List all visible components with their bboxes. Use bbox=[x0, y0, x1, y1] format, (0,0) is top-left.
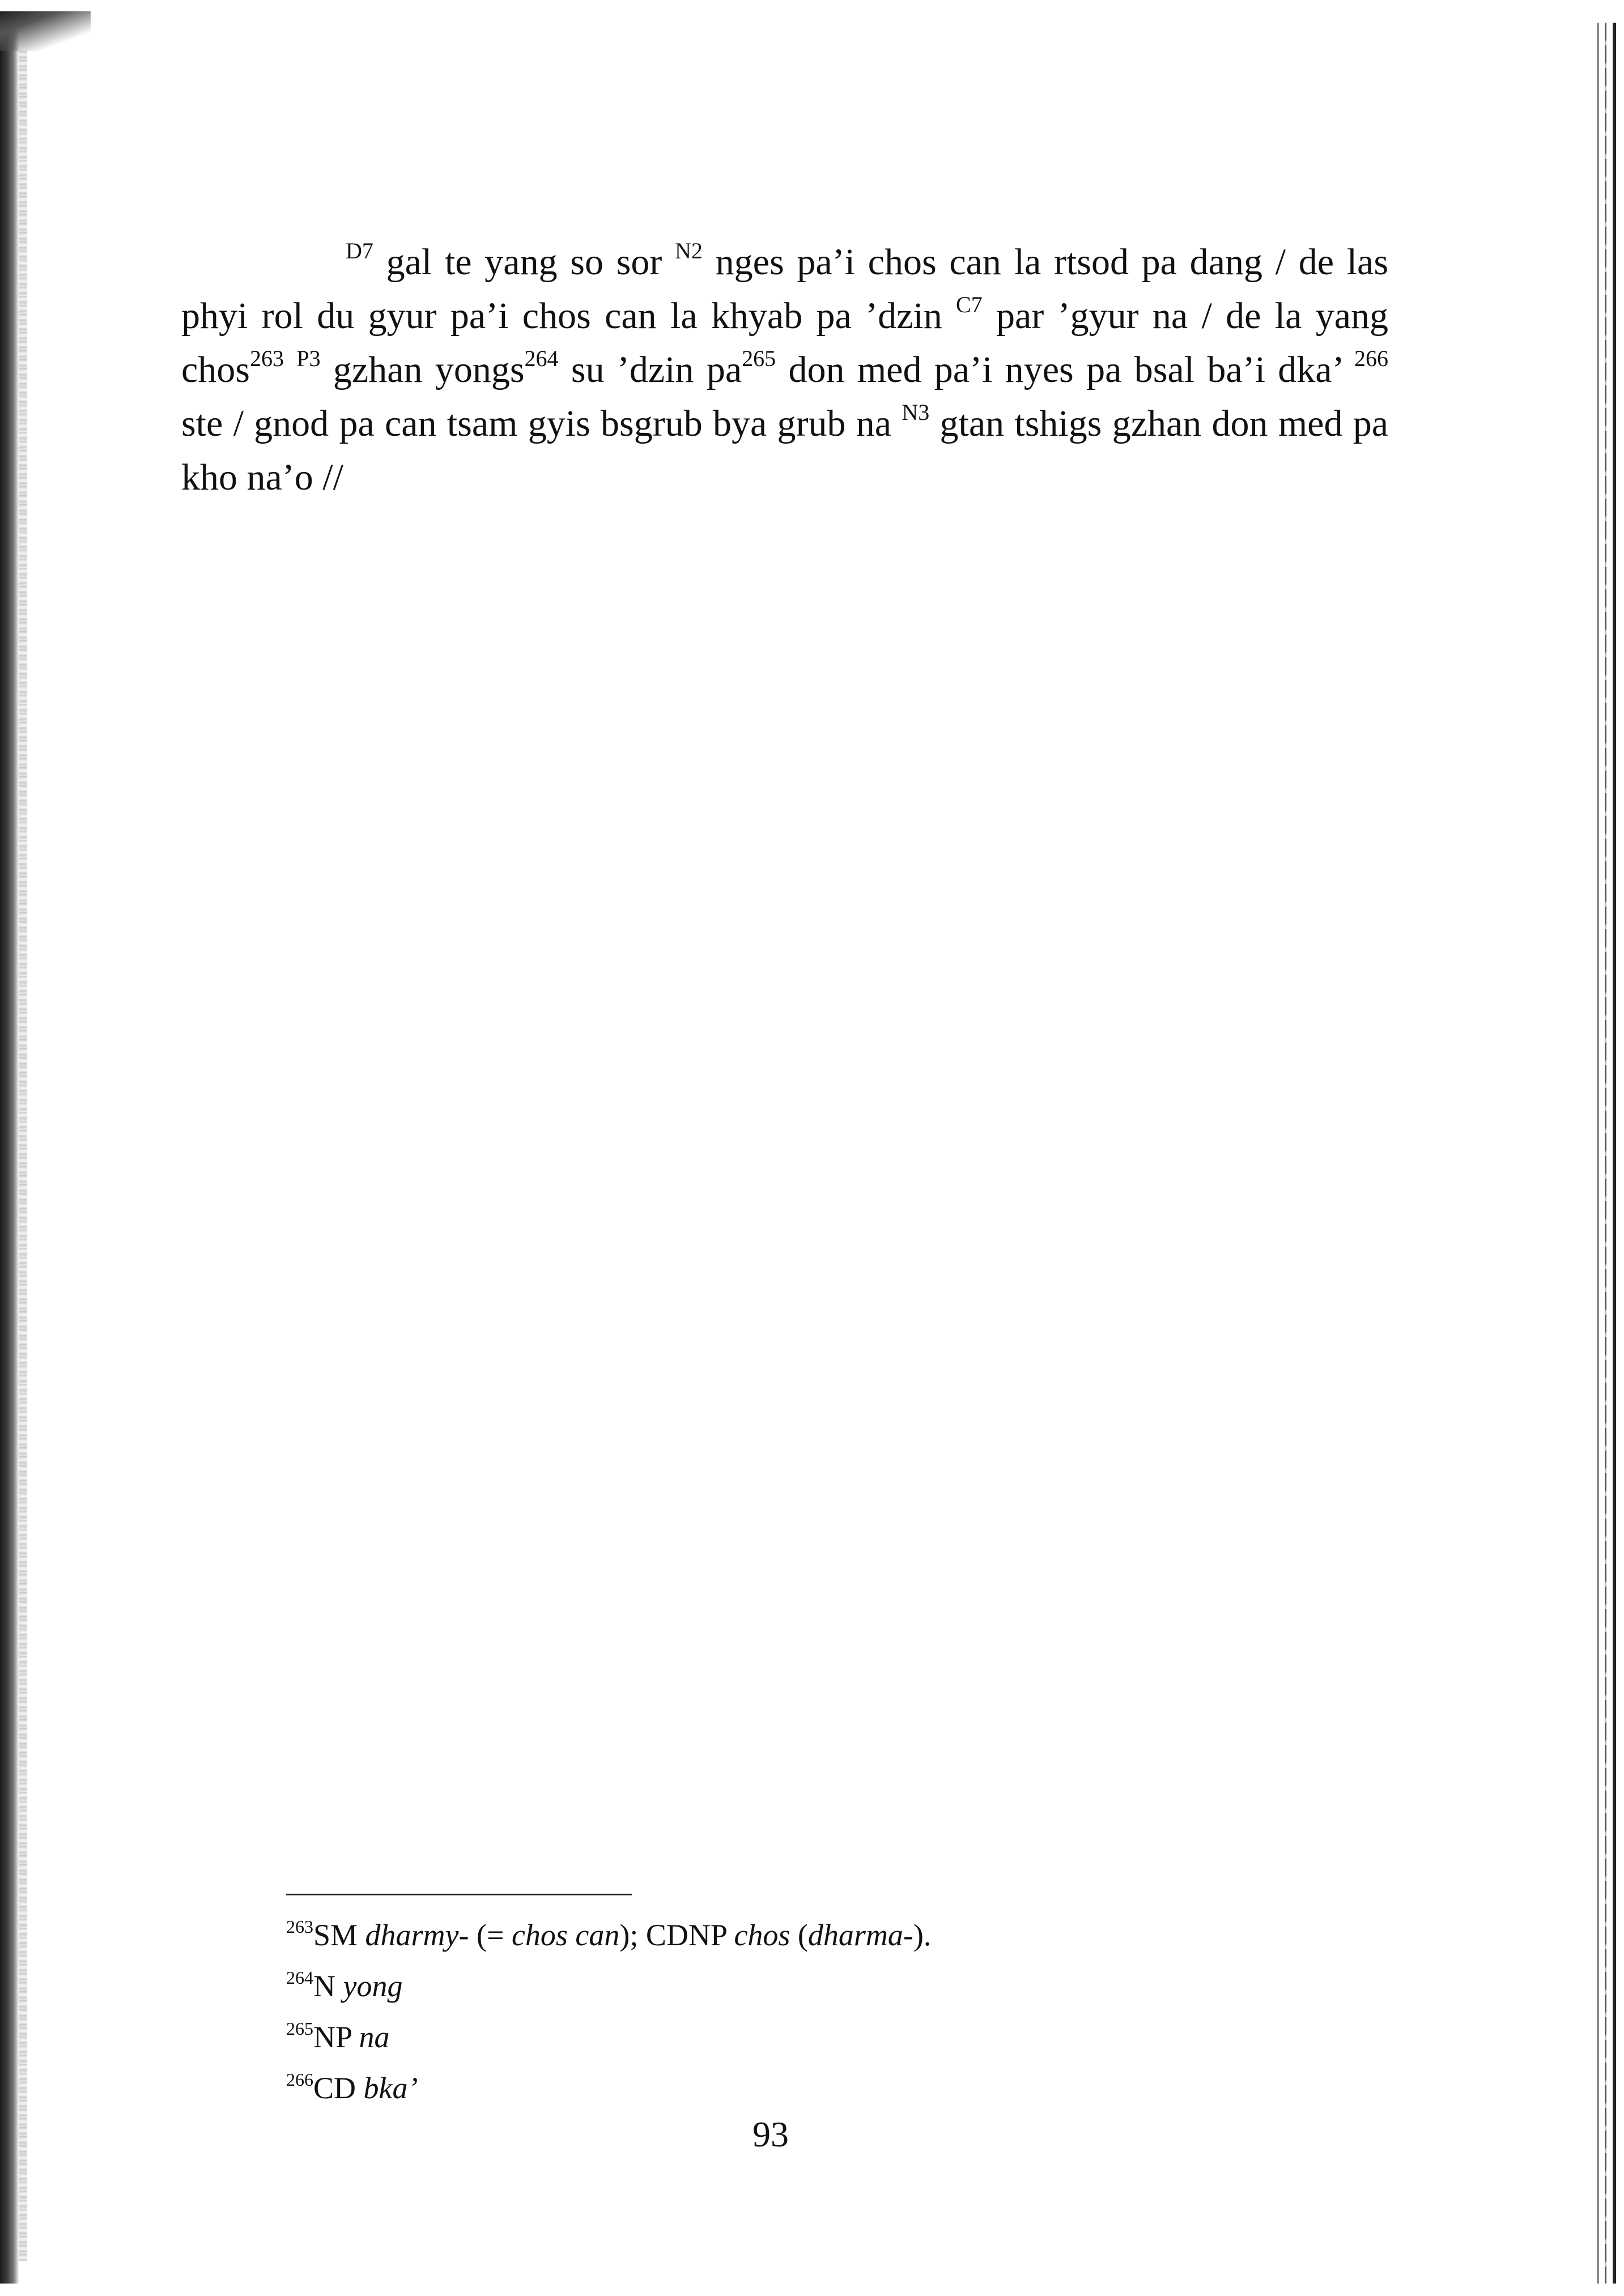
footnote-text: ( bbox=[790, 1918, 808, 1952]
scan-right-edge bbox=[1597, 23, 1599, 2284]
footnote-text: (= bbox=[469, 1918, 512, 1952]
footnote-266 bbox=[286, 2063, 1363, 2114]
page-number: 93 bbox=[753, 2114, 789, 2154]
footnote-reading: na bbox=[359, 2020, 390, 2054]
footnote-number: 266 bbox=[286, 2069, 313, 2090]
text-segment: ste / gnod pa can tsam gyis bsgrub bya grub na bbox=[181, 403, 902, 444]
scan-binding-shadow bbox=[0, 23, 19, 2284]
footnote-264 bbox=[286, 1961, 1363, 2012]
footnote-265 bbox=[286, 2012, 1363, 2063]
footnote-text: ). bbox=[913, 1918, 932, 1952]
body-paragraph bbox=[181, 235, 1388, 504]
footnote-ref-263[interactable]: 263 bbox=[249, 346, 284, 371]
footnote-ref-266[interactable]: 266 bbox=[1354, 346, 1389, 371]
footnote-text: ); CDNP bbox=[619, 1918, 734, 1952]
footnote-ref-264[interactable]: 264 bbox=[524, 346, 559, 371]
variant-marker-p3: P3 bbox=[296, 346, 321, 371]
variant-marker-d7: D7 bbox=[346, 238, 373, 263]
footnote-reading: chos bbox=[734, 1918, 790, 1952]
footnote-263 bbox=[286, 1910, 1363, 1961]
footnotes bbox=[286, 1910, 1363, 2114]
footnote-reading: dharma- bbox=[807, 1918, 913, 1952]
footnote-reading: yong bbox=[343, 1969, 403, 2003]
variant-marker-c7: C7 bbox=[956, 292, 983, 317]
footnote-number: 263 bbox=[286, 1916, 313, 1937]
footnote-number: 264 bbox=[286, 1967, 313, 1988]
footnote-gloss: chos can bbox=[511, 1918, 620, 1952]
text-segment: nges pa’i chos can la rtsod pa dang / de las phyi rol du gyur pa’i chos can la khyab pa ’dzin bbox=[181, 241, 1389, 337]
footnote-witness: SM bbox=[313, 1918, 358, 1952]
scan-edge-noise bbox=[19, 51, 27, 2261]
variant-marker-n3: N3 bbox=[902, 399, 930, 425]
text-segment: su ’dzin pa bbox=[571, 349, 742, 390]
footnote-number: 265 bbox=[286, 2018, 313, 2039]
footnote-witness: NP bbox=[313, 2020, 352, 2054]
text-segment: don med pa’i nyes pa bsal ba’i dka’ bbox=[788, 349, 1355, 390]
scan-right-edge-dashed bbox=[1605, 23, 1606, 2284]
scan-corner-shadow bbox=[0, 11, 91, 51]
footnote-ref-265[interactable]: 265 bbox=[742, 346, 776, 371]
text-segment: gtan tshigs gzhan don med pa kho na’o // bbox=[181, 403, 1389, 498]
footnote-witness: CD bbox=[313, 2071, 356, 2105]
footnote-reading: dharmy- bbox=[365, 1918, 469, 1952]
text-segment: gal te yang so sor bbox=[386, 241, 675, 283]
scan-right-border bbox=[1613, 23, 1616, 2284]
footnote-divider bbox=[286, 1894, 632, 1895]
variant-marker-n2: N2 bbox=[675, 238, 703, 263]
text-segment: par ’gyur na / de la yang chos bbox=[181, 295, 1388, 390]
footnote-witness: N bbox=[313, 1969, 335, 2003]
footnote-reading: bka’ bbox=[363, 2071, 418, 2105]
text-segment: gzhan yongs bbox=[333, 349, 525, 390]
